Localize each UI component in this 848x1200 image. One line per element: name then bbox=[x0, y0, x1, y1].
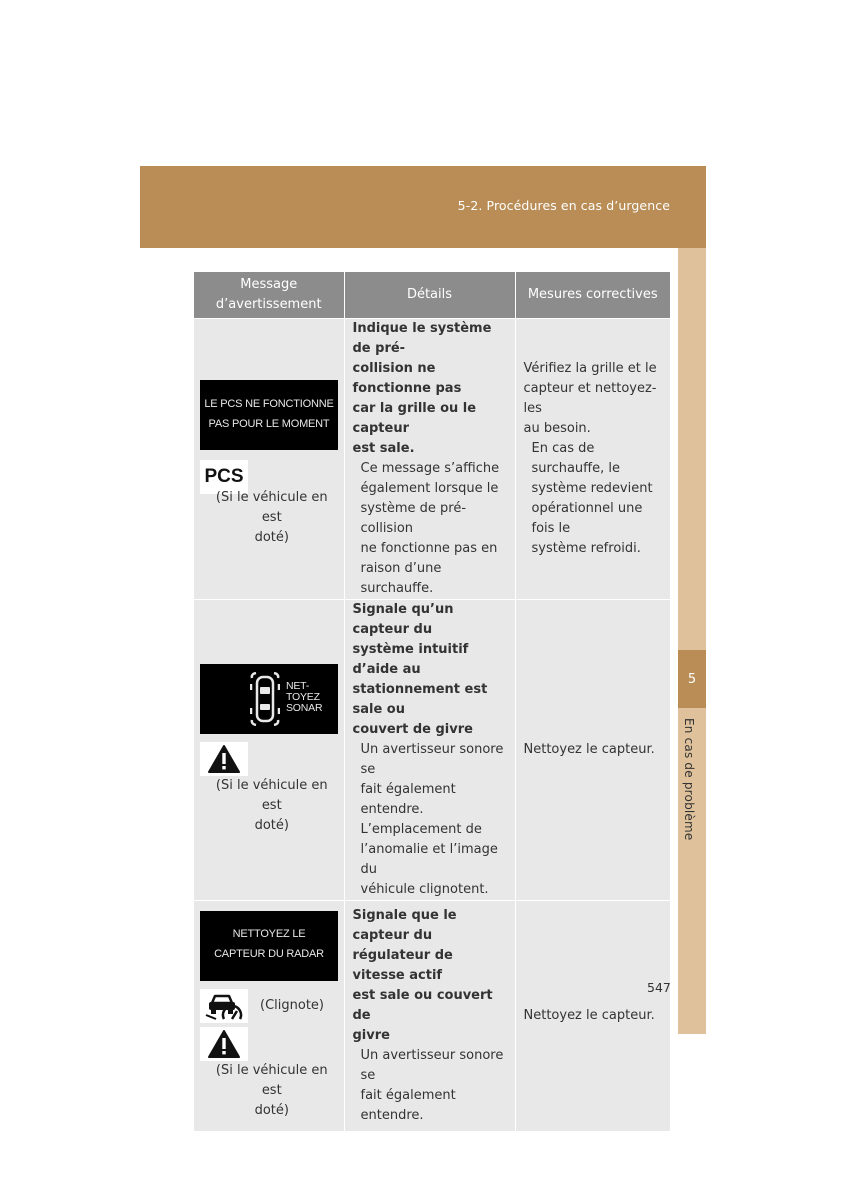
details-cell bbox=[344, 600, 515, 901]
warning-messages-table bbox=[194, 272, 670, 1131]
table-row bbox=[194, 600, 670, 901]
details-summary: Signale que le capteur du régulateur de vitesse actif est sale ou couvert de givre bbox=[352, 908, 493, 1043]
table-row bbox=[194, 901, 670, 1132]
chapter-number: 5 bbox=[678, 650, 706, 708]
measures-cell bbox=[515, 901, 670, 1132]
header-message: Message d’avertissement bbox=[194, 272, 344, 319]
warning-triangle-icon bbox=[200, 1027, 248, 1061]
message-cell bbox=[194, 600, 344, 901]
details-cell bbox=[344, 901, 515, 1132]
measures-cell bbox=[515, 600, 670, 901]
details-summary: Indique le système de pré- collision ne fonctionne pas car la grille ou le capteur est sale. bbox=[352, 321, 492, 456]
availability-note: (Si le véhicule en est doté) bbox=[215, 778, 328, 833]
sonar-display-message bbox=[200, 664, 338, 734]
availability-note: (Si le véhicule en est doté) bbox=[215, 1063, 328, 1118]
measure-text-2: En cas de surchauffe, le système redevient opérationnel une fois le système refroidi. bbox=[531, 441, 653, 556]
header-measures: Mesures correctives bbox=[515, 272, 670, 319]
blink-label: (Clignote) bbox=[260, 998, 324, 1013]
message-cell bbox=[194, 319, 344, 600]
sonar-message-text: NET- TOYEZ SONAR bbox=[286, 680, 323, 714]
warning-triangle-icon bbox=[200, 742, 248, 776]
measure-text: Nettoyez le capteur. bbox=[523, 742, 655, 757]
message-cell bbox=[194, 901, 344, 1132]
measures-cell bbox=[515, 319, 670, 600]
details-text: Un avertisseur sonore se fait également entendre. bbox=[360, 1048, 504, 1123]
table-row bbox=[194, 319, 670, 600]
pcs-indicator-label: PCS bbox=[204, 466, 244, 487]
measure-text: Vérifiez la grille et le capteur et nettoyez-les au besoin. bbox=[523, 361, 657, 436]
page-number: 547 bbox=[647, 980, 671, 995]
details-text: Un avertisseur sonore se fait également entendre. L’emplacement de l’anomalie et l’image du véhicule clignotent. bbox=[360, 742, 504, 897]
details-summary: Signale qu’un capteur du système intuitif d’aide au stationnement est sale ou couvert de givre bbox=[352, 602, 488, 737]
details-cell bbox=[344, 319, 515, 600]
details-text: Ce message s’affiche également lorsque le système de pré-collision ne fonctionne pas en raison d’une surchauffe. bbox=[360, 461, 500, 596]
sonar-car-icon bbox=[250, 672, 280, 726]
chapter-label: En cas de problème bbox=[682, 718, 696, 841]
chapter-side-tab bbox=[678, 248, 706, 1034]
cruise-control-icon bbox=[200, 989, 248, 1023]
header-details: Détails bbox=[344, 272, 515, 319]
table-header-row bbox=[194, 272, 670, 319]
pcs-display-message: LE PCS NE FONCTIONNE PAS POUR LE MOMENT bbox=[200, 380, 338, 450]
radar-display-message: NETTOYEZ LE CAPTEUR DU RADAR bbox=[200, 911, 338, 981]
availability-note: (Si le véhicule en est doté) bbox=[215, 490, 328, 545]
section-title: 5-2. Procédures en cas d’urgence bbox=[457, 198, 670, 213]
section-header-band bbox=[140, 166, 706, 248]
measure-text: Nettoyez le capteur. bbox=[523, 1008, 655, 1023]
